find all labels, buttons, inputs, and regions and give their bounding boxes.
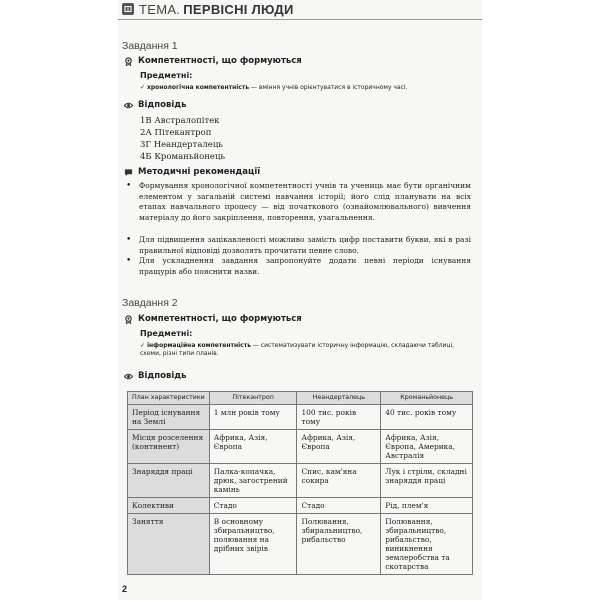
table-row (128, 498, 473, 514)
bullet-icon: • (126, 235, 132, 245)
table-row (128, 514, 473, 575)
task-1-competences-title: Компетентності, що формуються (138, 56, 302, 66)
table-cell: Знаряддя праці (128, 464, 210, 498)
recommendation-text: Для ускладнення завдання запропонуйте додати певні періоди існування пращурів або пояснити назви. (139, 256, 471, 276)
table-cell: Колективи (128, 498, 210, 514)
table-cell: 1 млн років тому (209, 405, 297, 430)
medal-icon (124, 315, 133, 324)
answer-item: 4Б Кроманьйонець (140, 152, 226, 162)
table-cell: Африка, Азія, Європа (209, 430, 297, 464)
table-header-cell: Пітекантроп (209, 392, 297, 405)
recommendation-item (126, 235, 471, 256)
table-cell: В основному збиральництво, полювання на дрібних звірів (209, 514, 297, 575)
table-cell: Палка-копачка, дрюк, загострений камінь (209, 464, 297, 498)
recommendation-item (126, 181, 471, 223)
task-1-competence-text: — вміння учнів орієнтуватися в історичному часі. (249, 84, 408, 91)
task-1-methods-title: Методичні рекомендації (138, 167, 261, 177)
eye-icon (124, 372, 133, 381)
comparison-table (127, 391, 473, 575)
table-row (128, 464, 473, 498)
task-2-subjects-title: Предметні: (140, 329, 193, 338)
table-row (128, 405, 473, 430)
task-2-competence-text: — систематизувати історичну інформацію, складаючи таблиці, схеми, різні типи планів. (140, 342, 455, 357)
task-1-answer-title: Відповідь (138, 100, 187, 110)
table-cell: Полювання, збиральництво, рибальство (297, 514, 381, 575)
task-2-competence (140, 342, 472, 358)
task-2-title: Завдання 2 (122, 297, 178, 309)
medal-icon (124, 57, 133, 66)
table-header-cell: План характеристики (128, 392, 210, 405)
checkmark-icon: ✓ (140, 84, 146, 91)
task-1-title: Завдання 1 (122, 40, 178, 52)
table-cell: Місця розселення (континент) (128, 430, 210, 464)
task-2-answer-title: Відповідь (138, 371, 187, 381)
table-cell: Заняття (128, 514, 210, 575)
task-2-competences-heading (124, 314, 302, 324)
table-cell: Лук і стріли, складні знаряддя праці (381, 464, 473, 498)
chat-icon (124, 168, 133, 177)
table-cell: 100 тис. років тому (297, 405, 381, 430)
task-2-competences-title: Компетентності, що формуються (138, 314, 302, 324)
answer-item: 3Г Неандерталець (140, 140, 223, 150)
recommendation-item (126, 256, 471, 277)
header-divider (118, 19, 482, 20)
bullet-icon: • (126, 181, 132, 191)
task-2-competence-name: інформаційна компетентність (146, 342, 251, 349)
table-header-row (128, 392, 473, 405)
answer-item: 1В Австралопітек (140, 116, 220, 126)
task-1-methods-heading (124, 167, 260, 177)
page-number: 2 (122, 584, 128, 594)
recommendation-text: Формування хронологічної компетентності учнів та учениць має бути органічним елементом у загальній системі навчання історії; його слід планувати на всіх етапах навчального процесу — від початкового (ознайомлювального) вивчення матеріалу до його закріплення, повторення, узагальнення. (139, 181, 471, 222)
table-cell: 40 тис. років тому (381, 405, 473, 430)
table-header-cell: Неандерталець (297, 392, 381, 405)
topic-label: ТЕМА. (139, 1, 181, 17)
task-1-answer-heading (124, 100, 187, 110)
checkmark-icon: ✓ (140, 342, 146, 349)
task-1-competence-name: хронологічна компетентність (146, 84, 250, 91)
answer-item: 2А Пітекантроп (140, 128, 212, 138)
table-cell: Стадо (297, 498, 381, 514)
table-cell: Африка, Азія, Європа (297, 430, 381, 464)
recommendation-text: Для підвищення зацікавленості можливо замість цифр поставити букви, які в разі правильної відповіді дозволять прочитати певне слово. (139, 235, 471, 255)
topic-title: ПЕРВІСНІ ЛЮДИ (183, 1, 294, 17)
bullet-icon: • (126, 256, 132, 266)
table-cell: Полювання, збиральництво, рибальство, виникнення землеробства та скотарства (381, 514, 473, 575)
table-cell: Рід, плем'я (381, 498, 473, 514)
table-cell: Стадо (209, 498, 297, 514)
table-cell: Африка, Азія, Європа, Америка, Австралія (381, 430, 473, 464)
table-header-cell: Кроманьйонець (381, 392, 473, 405)
book-icon (122, 3, 134, 15)
topic-header (118, 0, 482, 18)
task-1-subjects-title: Предметні: (140, 71, 193, 80)
table-cell: Спис, кам'яна сокира (297, 464, 381, 498)
document-page (118, 0, 482, 600)
task-1-competences-heading (124, 56, 302, 66)
task-2-answer-heading (124, 371, 187, 381)
eye-icon (124, 101, 133, 110)
task-1-competence (140, 84, 475, 92)
table-row (128, 430, 473, 464)
table-cell: Період існування на Землі (128, 405, 210, 430)
